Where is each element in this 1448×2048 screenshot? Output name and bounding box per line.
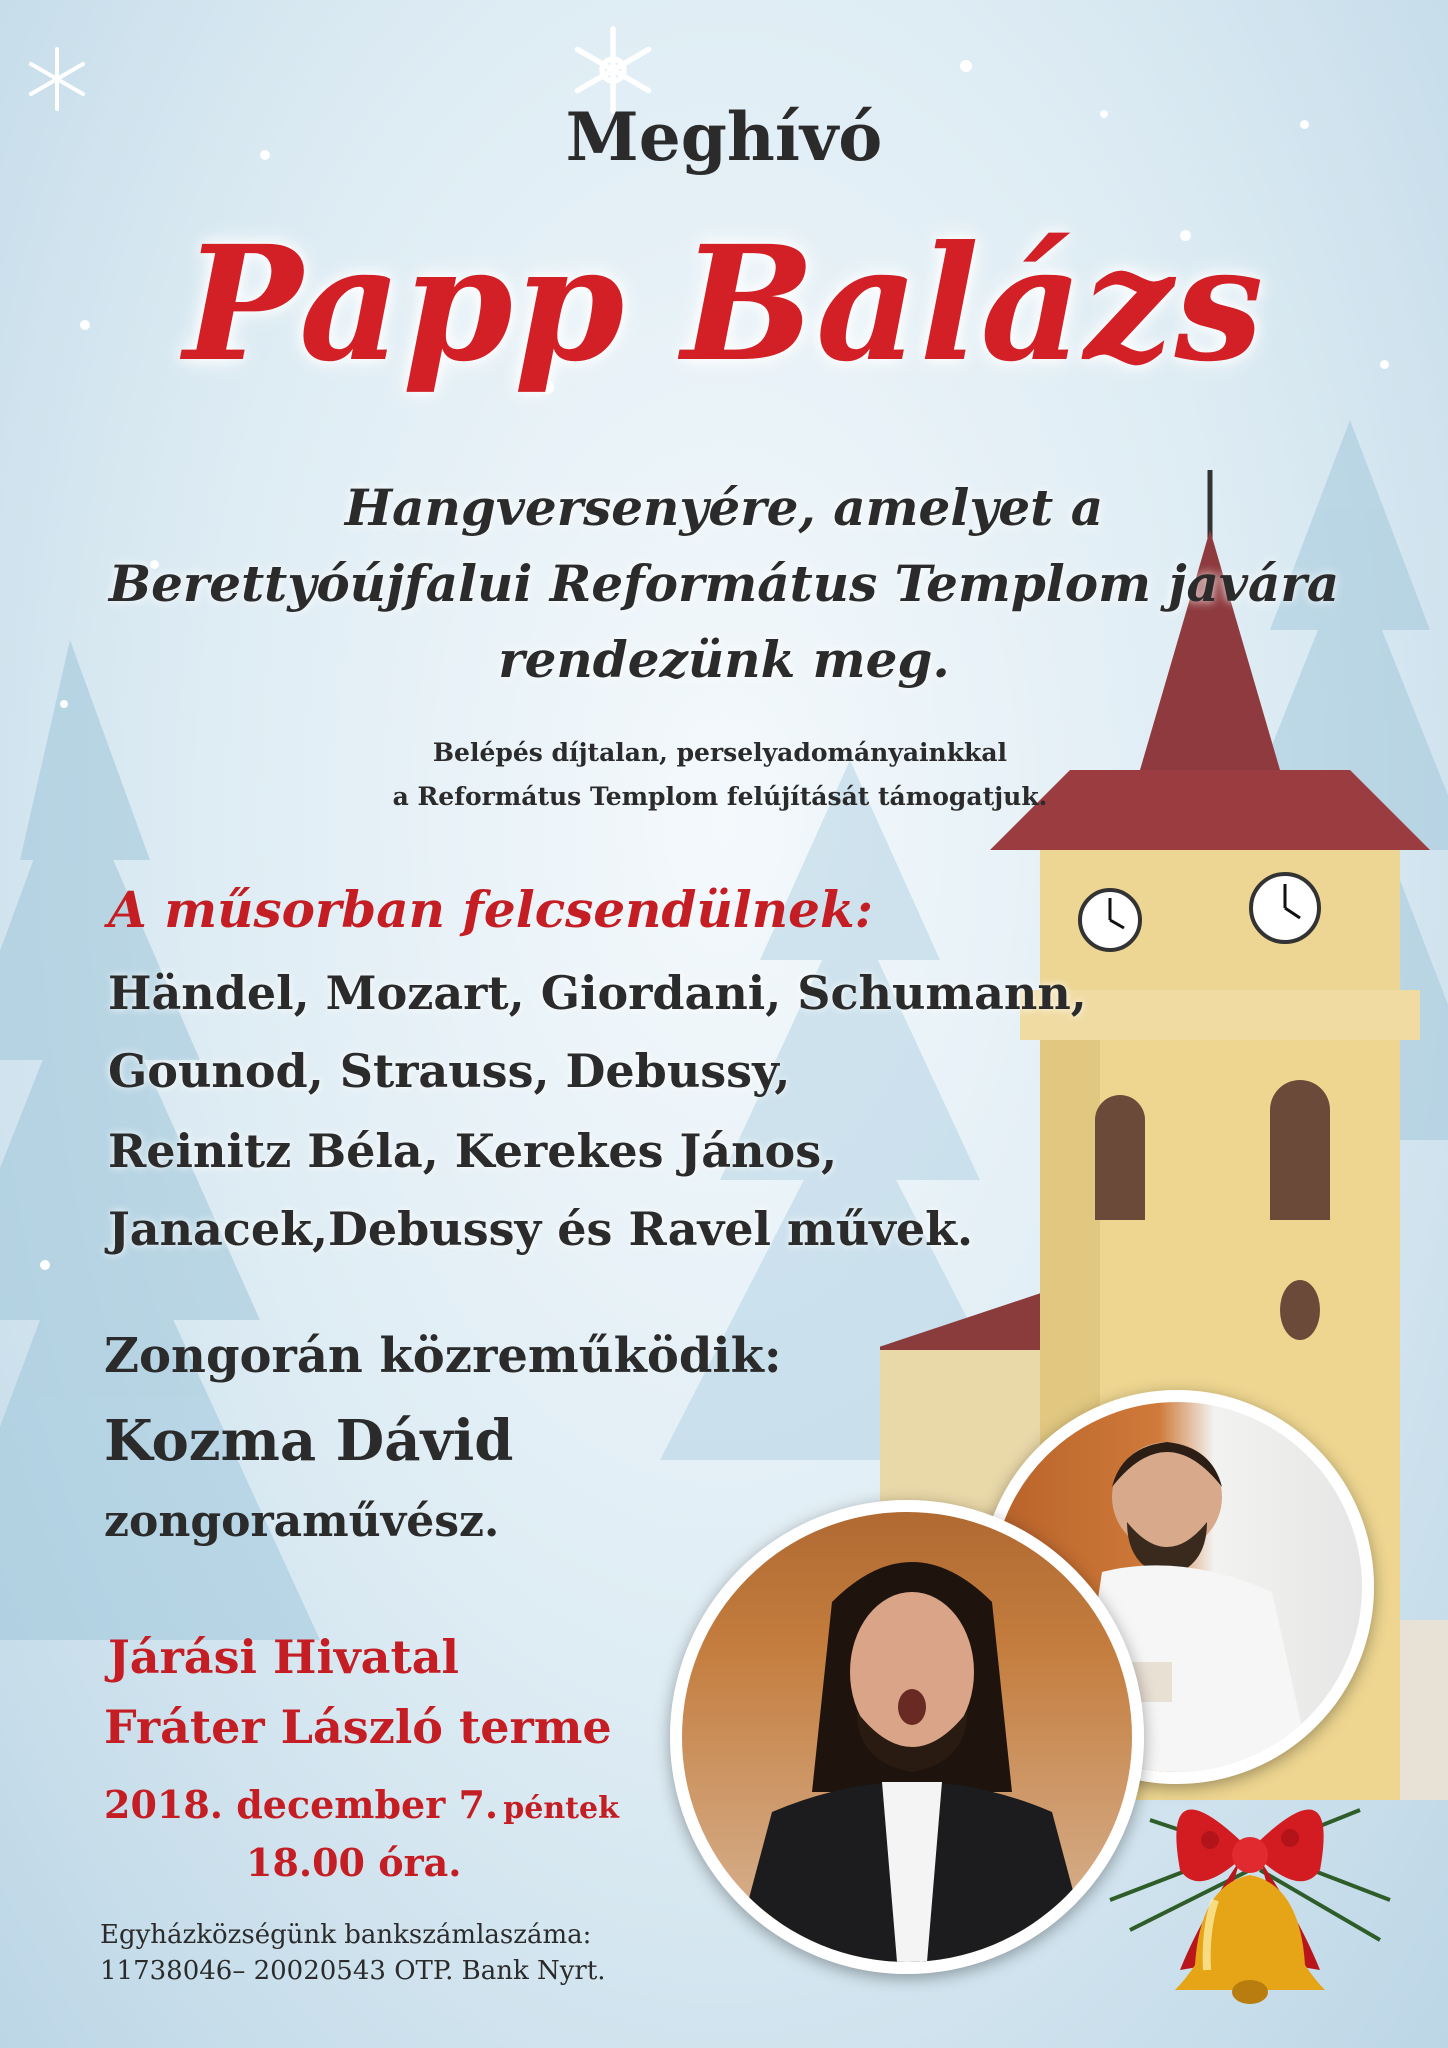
- program-line-3: Reinitz Béla, Kerekes János,: [108, 1124, 838, 1178]
- event-date: [104, 1782, 619, 1827]
- program-heading: A műsorban felcsendülnek:: [108, 880, 874, 939]
- program-line-4: Janacek,Debussy és Ravel művek.: [108, 1202, 974, 1256]
- program-line-1: Händel, Mozart, Giordani, Schumann,: [108, 966, 1087, 1020]
- event-time: 18.00 óra.: [246, 1840, 462, 1885]
- intro-line-1: Hangversenyére, amelyet a: [344, 478, 1104, 537]
- christmas-bell-icon: [1090, 1730, 1410, 2020]
- admission-line-1: Belépés díjtalan, perselyadományainkkal: [432, 738, 1008, 767]
- date-main: 2018. december 7.: [104, 1782, 499, 1827]
- intro-line-2: Berettyóújfalui Református Templom javára: [108, 554, 1340, 613]
- program-line-2: Gounod, Strauss, Debussy,: [108, 1044, 791, 1098]
- piano-heading: Zongorán közreműködik:: [104, 1328, 782, 1384]
- performer-name: Papp Balázs: [183, 212, 1265, 397]
- bank-line-2: 11738046– 20020543 OTP. Bank Nyrt.: [100, 1956, 606, 1986]
- venue-line-1: Járási Hivatal: [108, 1630, 459, 1684]
- singer-photo: [670, 1500, 1144, 1974]
- pianist-role: zongoraművész.: [104, 1496, 500, 1547]
- bank-line-1: Egyházközségünk bankszámlaszáma:: [100, 1920, 592, 1950]
- invitation-title: Meghívó: [565, 98, 883, 176]
- pianist-name: Kozma Dávid: [104, 1408, 514, 1474]
- date-day: péntek: [503, 1791, 619, 1826]
- venue-line-2: Fráter László terme: [104, 1700, 612, 1754]
- admission-line-2: a Református Templom felújítását támogatjuk.: [392, 782, 1048, 811]
- intro-line-3: rendezünk meg.: [498, 630, 950, 689]
